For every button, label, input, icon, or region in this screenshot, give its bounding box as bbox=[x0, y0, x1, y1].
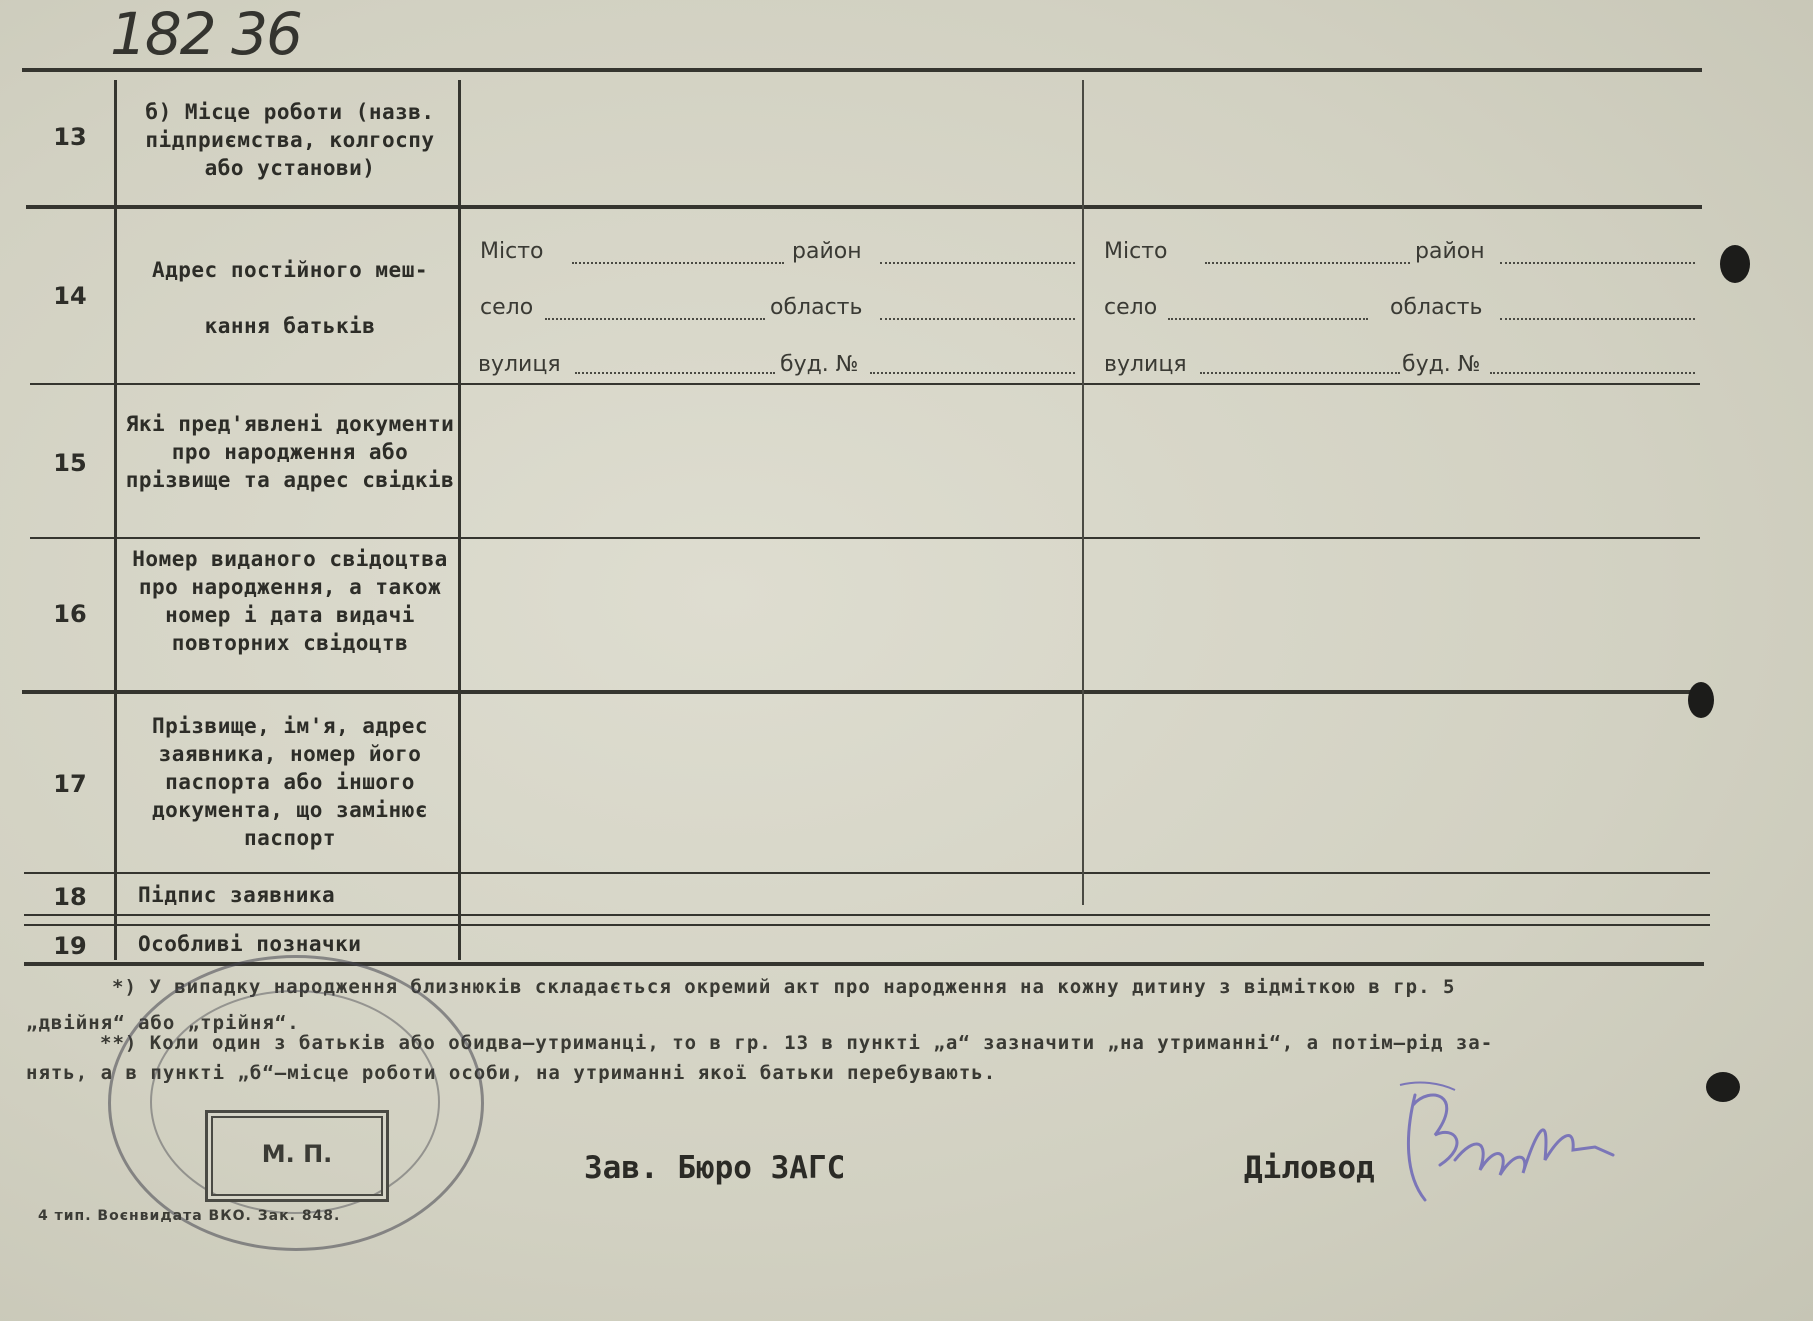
address-region-label-right: область bbox=[1390, 295, 1483, 320]
vline-center bbox=[1082, 80, 1084, 905]
head-registry-label: Зав. Бюро ЗАГС bbox=[584, 1150, 846, 1186]
punch-hole-2 bbox=[1688, 682, 1714, 718]
footnote-2-line1: **) Коли один з батьків або обидва—утриманці, то в гр. 13 в пункті „а“ зазначити „на утриманні“, а потім—рід за- bbox=[100, 1032, 1494, 1054]
row-label-16: Номер виданого свідоцтва про народження, а також номер і дата видачі повторних свідоцтв bbox=[132, 547, 448, 655]
rule-16-17 bbox=[22, 690, 1702, 694]
rule-18-19b bbox=[24, 924, 1710, 926]
row-label-15: Які пред'явлені документи про народження або прізвище та адрес свідків bbox=[125, 412, 455, 492]
address-street-field-right[interactable] bbox=[1200, 372, 1400, 374]
address-street-field-left[interactable] bbox=[575, 372, 775, 374]
row-number-16: 16 bbox=[53, 600, 87, 628]
row-label-14-line2: кання батьків bbox=[204, 314, 376, 338]
row-label-14-line1: Адрес постійного меш- bbox=[151, 258, 428, 282]
clerk-signature bbox=[1395, 1065, 1625, 1215]
address-village-field-right[interactable] bbox=[1168, 318, 1368, 320]
address-district-label-left: район bbox=[792, 239, 862, 264]
printer-note: 4 тип. Воєнвидата ВКО. Зак. 848. bbox=[38, 1208, 341, 1224]
rule-18-19 bbox=[24, 914, 1710, 916]
footnote-2-line2: нять, а в пункті „б“—місце роботи особи, на утриманні якої батьки перебувають. bbox=[26, 1062, 997, 1084]
punch-hole-3 bbox=[1706, 1072, 1740, 1102]
row-number-14: 14 bbox=[53, 282, 87, 310]
row-number-13: 13 bbox=[53, 123, 87, 151]
address-region-label-left: область bbox=[770, 295, 863, 320]
address-city-field-left[interactable] bbox=[572, 262, 784, 264]
address-street-label-right: вулиця bbox=[1104, 352, 1187, 377]
rule-15-16 bbox=[30, 537, 1700, 539]
address-district-field-right[interactable] bbox=[1500, 262, 1695, 264]
row-label-19: Особливі позначки bbox=[138, 932, 362, 956]
address-street-label-left: вулиця bbox=[478, 352, 561, 377]
address-district-label-right: район bbox=[1415, 239, 1485, 264]
row-number-19: 19 bbox=[53, 932, 87, 960]
rule-14-15 bbox=[30, 383, 1700, 385]
row-label-18: Підпис заявника bbox=[138, 883, 336, 907]
address-city-label-right: Місто bbox=[1104, 239, 1168, 264]
address-city-field-right[interactable] bbox=[1205, 262, 1410, 264]
address-building-label-right: буд. № bbox=[1402, 352, 1481, 377]
vline-label-col bbox=[458, 80, 461, 960]
rule-13-14 bbox=[26, 205, 1702, 209]
row-label-17: Прізвище, ім'я, адрес заявника, номер його паспорта або іншого документа, що замінює паспорт bbox=[151, 714, 428, 850]
footnote-1-line2: „двійня“ або „трійня“. bbox=[26, 1012, 300, 1034]
clerk-label: Діловод bbox=[1244, 1150, 1375, 1186]
address-village-label-left: село bbox=[480, 295, 534, 320]
address-building-label-left: буд. № bbox=[780, 352, 859, 377]
row-number-17: 17 bbox=[53, 770, 87, 798]
address-city-label-left: Місто bbox=[480, 239, 544, 264]
address-region-field-right[interactable] bbox=[1500, 318, 1695, 320]
row-number-18: 18 bbox=[53, 883, 87, 911]
address-building-field-left[interactable] bbox=[870, 372, 1075, 374]
footnote-1-line1: *) У випадку народження близнюків складається окремий акт про народження на кожну дитину з відміткою в гр. 5 bbox=[112, 976, 1456, 998]
archive-number: 182 36 bbox=[110, 0, 301, 68]
row-label-13: б) Місце роботи (назв. підприємства, колгоспу або установи) bbox=[145, 100, 435, 180]
address-village-label-right: село bbox=[1104, 295, 1158, 320]
row-number-15: 15 bbox=[53, 449, 87, 477]
stamp-label: М. П. bbox=[261, 1140, 333, 1168]
punch-hole-1 bbox=[1720, 245, 1750, 283]
address-region-field-left[interactable] bbox=[880, 318, 1075, 320]
address-district-field-left[interactable] bbox=[880, 262, 1075, 264]
address-village-field-left[interactable] bbox=[545, 318, 765, 320]
rule-top bbox=[22, 68, 1702, 72]
rule-17-18 bbox=[24, 872, 1710, 874]
vline-num-col bbox=[114, 80, 117, 960]
address-building-field-right[interactable] bbox=[1490, 372, 1695, 374]
